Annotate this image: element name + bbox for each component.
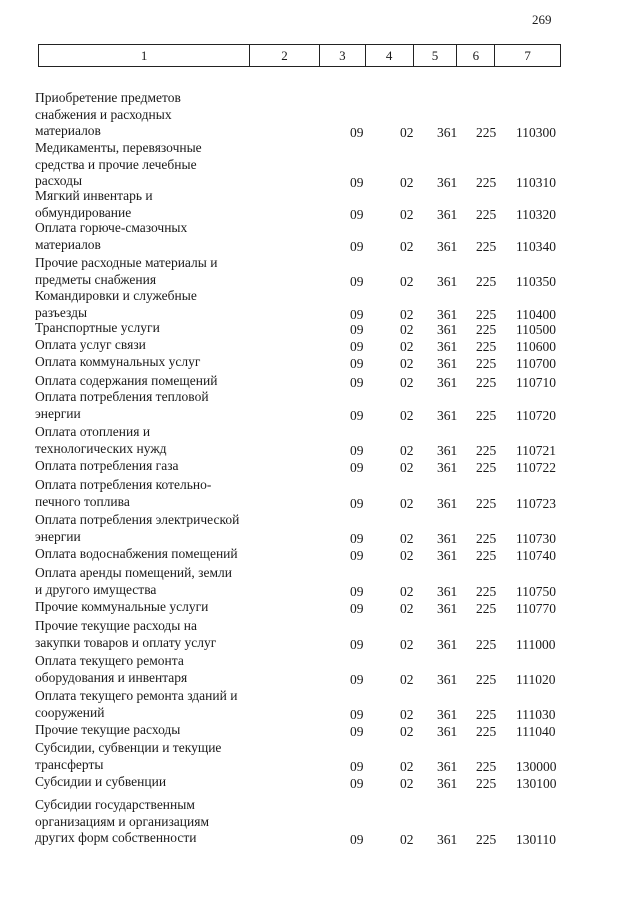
row-code-col5: 361: [437, 125, 458, 140]
row-code-col5: 361: [437, 375, 458, 390]
row-code-col7: 110720: [516, 407, 556, 423]
row-code-col3: 09: [350, 442, 364, 458]
row-code-col7: 111020: [516, 671, 556, 687]
row-label-line: Командировки и служебные: [35, 288, 197, 303]
row-code-col6: 225: [476, 530, 497, 546]
row-code-col3: 09: [350, 671, 364, 687]
row-label-line: Транспортные услуги: [35, 320, 160, 335]
row-code-col5: 361: [437, 495, 458, 511]
row-code-col7: 130110: [516, 832, 556, 847]
row-code-col5: 361: [437, 306, 458, 322]
row-code-col4: 02: [400, 238, 414, 254]
row-label-line: энергии: [35, 528, 81, 544]
row-label-line: Оплата услуг связи: [35, 337, 146, 352]
row-code-col7: 110350: [516, 273, 556, 289]
row-label-line: материалов: [35, 236, 101, 252]
row-label-line: закупки товаров и оплату услуг: [35, 634, 217, 650]
row-code-col4: 02: [400, 776, 414, 791]
row-code-col6: 225: [476, 407, 497, 423]
row-code-col5: 361: [437, 724, 458, 739]
row-code-col4: 02: [400, 583, 414, 599]
row-code-col4: 02: [400, 530, 414, 546]
row-label-line: оборудования и инвентаря: [35, 669, 188, 685]
page-number: 269: [532, 12, 552, 27]
row-code-col7: 110700: [516, 356, 556, 371]
row-code-col3: 09: [350, 238, 364, 254]
row-code-col4: 02: [400, 671, 414, 687]
header-cell-1: 1: [39, 45, 250, 66]
row-code-col4: 02: [400, 273, 414, 289]
row-code-col4: 02: [400, 442, 414, 458]
row-code-col6: 225: [476, 322, 497, 337]
row-label: [35, 477, 335, 510]
row-code-col3: 09: [350, 724, 364, 739]
row-code-col5: 361: [437, 832, 458, 847]
row-label: [35, 688, 335, 721]
row-code-col3: 09: [350, 356, 364, 371]
row-code-col3: 09: [350, 601, 364, 616]
row-code-col5: 361: [437, 442, 458, 458]
row-code-col7: 110710: [516, 375, 556, 390]
row-code-col4: 02: [400, 339, 414, 354]
row-label-line: расходы: [35, 173, 83, 188]
row-code-col5: 361: [437, 322, 458, 337]
row-code-col4: 02: [400, 375, 414, 390]
row-code-col6: 225: [476, 583, 497, 599]
row-code-col4: 02: [400, 636, 414, 652]
row-code-col6: 225: [476, 548, 497, 563]
row-code-col6: 225: [476, 238, 497, 254]
row-code-col5: 361: [437, 356, 458, 371]
row-code-col3: 09: [350, 125, 364, 140]
row-label-line: разъезды: [35, 304, 88, 320]
row-code-col7: 110730: [516, 530, 556, 546]
row-code-col3: 09: [350, 832, 364, 847]
row-code-col4: 02: [400, 724, 414, 739]
row-label-line: энергии: [35, 405, 81, 421]
row-code-col5: 361: [437, 601, 458, 616]
row-label-line: других форм собственности: [35, 830, 197, 845]
row-code-col5: 361: [437, 273, 458, 289]
row-label: [35, 373, 335, 390]
row-code-col3: 09: [350, 306, 364, 322]
row-code-col7: 110770: [516, 601, 556, 616]
row-code-col6: 225: [476, 375, 497, 390]
row-label: [35, 458, 335, 475]
row-code-col6: 225: [476, 706, 497, 722]
row-code-col7: 110400: [516, 306, 556, 322]
row-code-col3: 09: [350, 322, 364, 337]
row-code-col3: 09: [350, 706, 364, 722]
row-label: [35, 220, 335, 253]
row-code-col7: 110500: [516, 322, 556, 337]
row-label: [35, 565, 335, 598]
row-label: [35, 797, 335, 847]
row-code-col5: 361: [437, 706, 458, 722]
row-code-col6: 225: [476, 495, 497, 511]
row-label-line: средства и прочие лечебные: [35, 156, 197, 172]
row-label: [35, 618, 335, 651]
row-label: [35, 337, 335, 354]
row-label-line: Прочие расходные материалы и: [35, 255, 218, 270]
row-label-line: материалов: [35, 123, 101, 138]
row-code-col4: 02: [400, 125, 414, 140]
row-label: [35, 653, 335, 686]
row-label-line: Приобретение предметов: [35, 90, 181, 105]
row-code-col4: 02: [400, 460, 414, 475]
row-label-line: технологических нужд: [35, 440, 167, 456]
row-label: [35, 320, 335, 337]
row-code-col6: 225: [476, 442, 497, 458]
row-label-line: Оплата потребления газа: [35, 458, 179, 473]
row-label: [35, 188, 335, 221]
row-label-line: Оплата горюче-смазочных: [35, 220, 188, 235]
row-code-col6: 225: [476, 636, 497, 652]
row-code-col5: 361: [437, 636, 458, 652]
row-label-line: предметы снабжения: [35, 271, 157, 287]
row-code-col5: 361: [437, 175, 458, 190]
row-label-line: печного топлива: [35, 493, 130, 509]
row-label-line: Медикаменты, перевязочные: [35, 140, 202, 155]
row-code-col6: 225: [476, 460, 497, 475]
row-code-col6: 225: [476, 601, 497, 616]
row-code-col5: 361: [437, 583, 458, 599]
row-code-col5: 361: [437, 339, 458, 354]
row-code-col6: 225: [476, 758, 497, 774]
row-label-line: Субсидии государственным: [35, 797, 195, 812]
row-code-col7: 130100: [516, 776, 557, 791]
row-label: [35, 140, 335, 190]
row-code-col7: 110722: [516, 460, 556, 475]
row-code-col5: 361: [437, 758, 458, 774]
row-label-line: Оплата аренды помещений, земли: [35, 565, 232, 580]
row-label-line: сооружений: [35, 704, 105, 720]
row-code-col3: 09: [350, 375, 364, 390]
row-code-col3: 09: [350, 206, 364, 222]
row-code-col3: 09: [350, 175, 364, 190]
row-code-col3: 09: [350, 583, 364, 599]
row-code-col5: 361: [437, 776, 458, 791]
row-label: [35, 722, 335, 739]
row-label-line: Оплата отопления и: [35, 424, 151, 439]
row-code-col6: 225: [476, 339, 497, 354]
row-code-col7: 110740: [516, 548, 556, 563]
row-label-line: Оплата потребления электрической: [35, 512, 240, 527]
row-label-line: Оплата водоснабжения помещений: [35, 546, 238, 561]
row-code-col7: 110300: [516, 125, 556, 140]
row-label-line: Оплата текущего ремонта зданий и: [35, 688, 238, 703]
row-code-col4: 02: [400, 306, 414, 322]
row-code-col7: 110600: [516, 339, 556, 354]
row-code-col7: 111000: [516, 636, 556, 652]
row-code-col4: 02: [400, 175, 414, 190]
row-label-line: Прочие коммунальные услуги: [35, 599, 209, 614]
row-code-col4: 02: [400, 495, 414, 511]
header-cell-4: 4: [366, 45, 414, 66]
row-code-col6: 225: [476, 776, 497, 791]
row-code-col7: 111030: [516, 706, 556, 722]
row-label-line: Оплата коммунальных услуг: [35, 354, 201, 369]
row-code-col4: 02: [400, 322, 414, 337]
row-code-col4: 02: [400, 601, 414, 616]
row-code-col3: 09: [350, 636, 364, 652]
row-label-line: Оплата потребления тепловой: [35, 389, 209, 404]
row-code-col3: 09: [350, 460, 364, 475]
row-code-col7: 110310: [516, 175, 556, 190]
row-code-col3: 09: [350, 407, 364, 423]
row-code-col7: 110320: [516, 206, 556, 222]
row-label-line: Прочие текущие расходы: [35, 722, 181, 737]
row-code-col7: 130000: [516, 758, 557, 774]
row-code-col5: 361: [437, 407, 458, 423]
row-code-col4: 02: [400, 206, 414, 222]
row-code-col3: 09: [350, 758, 364, 774]
row-code-col6: 225: [476, 125, 497, 140]
row-label-line: Прочие текущие расходы на: [35, 618, 197, 633]
row-label: [35, 389, 335, 422]
row-label-line: Субсидии, субвенции и текущие: [35, 740, 222, 755]
row-label: [35, 774, 335, 791]
row-code-col3: 09: [350, 339, 364, 354]
row-code-col3: 09: [350, 776, 364, 791]
row-code-col4: 02: [400, 356, 414, 371]
row-code-col6: 225: [476, 206, 497, 222]
row-label: [35, 512, 335, 545]
row-code-col6: 225: [476, 671, 497, 687]
row-code-col4: 02: [400, 832, 414, 847]
row-code-col4: 02: [400, 758, 414, 774]
row-code-col6: 225: [476, 273, 497, 289]
row-code-col3: 09: [350, 273, 364, 289]
row-label-line: Оплата текущего ремонта: [35, 653, 184, 668]
row-code-col4: 02: [400, 706, 414, 722]
row-label: [35, 354, 335, 371]
row-label: [35, 546, 335, 563]
header-cell-2: 2: [250, 45, 320, 66]
row-code-col4: 02: [400, 407, 414, 423]
row-code-col3: 09: [350, 548, 364, 563]
row-code-col6: 225: [476, 724, 497, 739]
row-code-col7: 110750: [516, 583, 556, 599]
row-label-line: организациям и организациям: [35, 813, 209, 829]
row-label: [35, 424, 335, 457]
row-label: [35, 90, 335, 140]
row-code-col6: 225: [476, 356, 497, 371]
row-label-line: Оплата содержания помещений: [35, 373, 218, 388]
row-code-col7: 110723: [516, 495, 556, 511]
row-label: [35, 740, 335, 773]
row-label: [35, 599, 335, 616]
header-cell-7: 7: [524, 47, 531, 63]
row-code-col6: 225: [476, 306, 497, 322]
row-label-line: снабжения и расходных: [35, 106, 172, 122]
row-code-col7: 110340: [516, 238, 556, 254]
row-label-line: Оплата потребления котельно-: [35, 477, 212, 492]
row-label-line: Мягкий инвентарь и: [35, 188, 153, 203]
row-code-col6: 225: [476, 175, 497, 190]
header-cell-3: 3: [320, 45, 366, 66]
row-label-line: обмундирование: [35, 204, 132, 220]
row-code-col5: 361: [437, 460, 458, 475]
row-code-col4: 02: [400, 548, 414, 563]
row-code-col5: 361: [437, 530, 458, 546]
row-code-col5: 361: [437, 238, 458, 254]
row-code-col3: 09: [350, 495, 364, 511]
row-code-col7: 111040: [516, 724, 556, 739]
row-label-line: Субсидии и субвенции: [35, 774, 167, 789]
row-label: [35, 255, 335, 288]
row-label-line: трансферты: [35, 756, 104, 772]
header-cell-5: 5: [414, 45, 458, 66]
row-label: [35, 288, 335, 321]
row-label-line: и другого имущества: [35, 581, 157, 597]
row-code-col3: 09: [350, 530, 364, 546]
row-code-col6: 225: [476, 832, 497, 847]
row-code-col7: 110721: [516, 442, 556, 458]
header-cell-6: 6: [457, 45, 495, 66]
row-code-col5: 361: [437, 671, 458, 687]
row-code-col5: 361: [437, 548, 458, 563]
row-code-col5: 361: [437, 206, 458, 222]
